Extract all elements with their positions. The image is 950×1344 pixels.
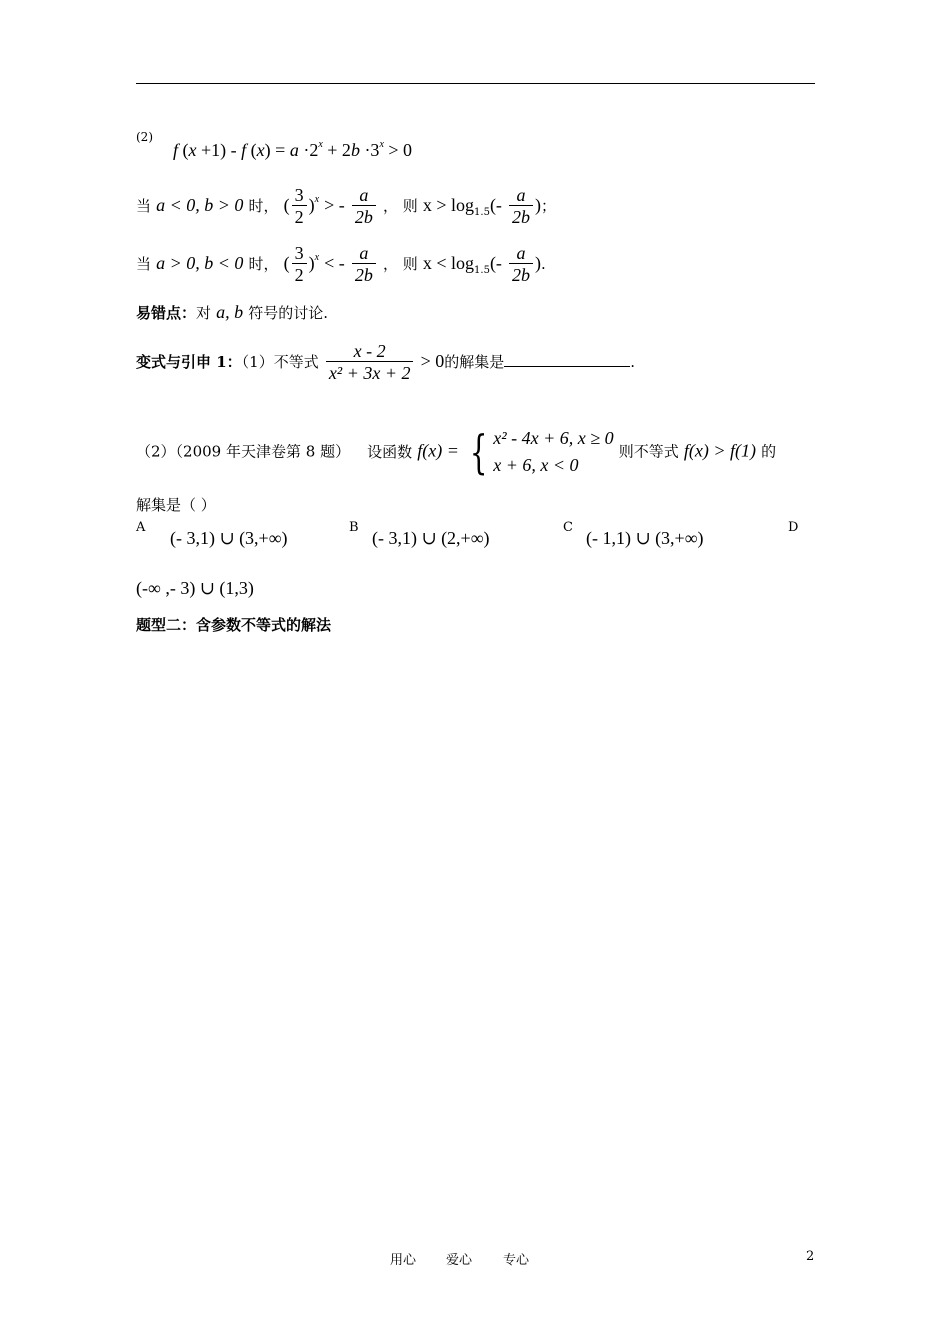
- case-1-line: 当 a < 0, b > 0 时， ( $\frac{3}{2}$ )$^x$ > - $\frac{a}{2b}$ ， 则 $x > \log_{1.5}(-$ $\frac{a}{2b}$ )；: [136, 185, 557, 227]
- case-1-when: 时，: [248, 197, 279, 215]
- case-2-when: 时，: [248, 255, 279, 273]
- case-2-arg-den: 2b: [509, 263, 533, 286]
- choice-d-value[interactable]: (-∞ ,- 3) ∪ (1,3): [136, 578, 254, 598]
- q2-text1: 设函数: [367, 442, 413, 461]
- case-2-close: ): [535, 253, 542, 273]
- case-2-frac-den: 2: [292, 263, 307, 286]
- case-2-rhs-den: 2b: [352, 263, 376, 286]
- q2-label: （2）（2009 年天津卷第 8 题）: [136, 442, 351, 461]
- case-1-result: x > log: [422, 195, 475, 215]
- case-1-close: ): [535, 195, 542, 215]
- case-2-line: 当 a > 0, b < 0 时， ( $\frac{3}{2}$ )$^x$ < - $\frac{a}{2b}$ ， 则 $x < \log_{1.5}(-$ $\frac{a}{2b}$ ).: [136, 243, 546, 285]
- case-1-prefix: 当: [136, 197, 152, 215]
- case-2-open: (-: [489, 253, 502, 273]
- case-2-result: x < log: [422, 253, 475, 273]
- choice-b-letter: B: [349, 520, 359, 535]
- case-1-rhs-num: a: [359, 185, 369, 205]
- variant-numerator: x - 2: [353, 341, 386, 361]
- choice-c-letter: C: [563, 520, 573, 535]
- case-2-frac-num: 3: [294, 243, 304, 263]
- case-1-open: (-: [489, 195, 502, 215]
- case-2-exponent: x: [314, 252, 320, 263]
- variant-tail: 的解集是: [444, 353, 505, 371]
- answer-blank[interactable]: [504, 348, 630, 367]
- case-1-arg-num: a: [516, 185, 526, 205]
- variant-label: 变式与引申 1：: [136, 353, 242, 371]
- pitfall-label: 易错点：: [136, 304, 197, 322]
- choice-c-value[interactable]: (- 1,1) ∪ (3,+∞): [586, 528, 704, 548]
- case-2-then: ， 则: [383, 255, 418, 273]
- q2-inequality: f(x) > f(1): [683, 440, 756, 461]
- case-2-end: .: [541, 255, 546, 273]
- case-1-relation: > -: [324, 195, 345, 215]
- case-1-then: ， 则: [383, 197, 418, 215]
- case-1-rhs-den: 2b: [352, 205, 376, 228]
- case-2-log-base: 1.5: [474, 265, 490, 276]
- q2-line2: 解集是（ ）: [136, 496, 216, 514]
- variant-part: （1）不等式: [241, 353, 319, 371]
- case-1-condition: a < 0, b > 0: [156, 195, 244, 215]
- left-brace: {: [469, 425, 488, 479]
- case-2-condition: a > 0, b < 0: [156, 253, 244, 273]
- q2-case-b: x + 6, x < 0: [493, 455, 579, 475]
- variant-dot: .: [630, 353, 636, 371]
- case-1-log-base: 1.5: [474, 207, 490, 218]
- case-2-prefix: 当: [136, 255, 152, 273]
- q2-text2: 则不等式: [618, 442, 679, 461]
- variant-denominator: x² + 3x + 2: [326, 361, 414, 384]
- difference-equation: f (x +1) - f $(x) = a \cdot 2^x + 2b \cdot 3^x > 0$: [173, 139, 413, 160]
- case-2-rhs-num: a: [359, 243, 369, 263]
- q2-line: [136, 425, 776, 479]
- variant-rhs: > 0: [420, 351, 445, 371]
- pitfall-text-a: 对: [196, 304, 212, 322]
- case-1-frac-num: 3: [294, 185, 304, 205]
- case-2-arg-num: a: [516, 243, 526, 263]
- variant-line: [136, 341, 635, 384]
- pitfall-text-b: 符号的讨论.: [248, 304, 328, 322]
- footer-motto-2: 爱心: [446, 1253, 473, 1268]
- q2-function: f(x) =: [417, 440, 459, 461]
- choice-b-value[interactable]: (- 3,1) ∪ (2,+∞): [372, 528, 490, 548]
- q2-case-a: x² - 4x + 6, x ≥ 0: [493, 428, 614, 448]
- case-1-arg-den: 2b: [509, 205, 533, 228]
- choice-d-letter: D: [788, 520, 799, 535]
- header-rule: [136, 83, 815, 84]
- footer-motto-1: 用心: [390, 1253, 417, 1268]
- choice-a-value[interactable]: (- 3,1) ∪ (3,+∞): [170, 528, 288, 548]
- case-1-exponent: x: [314, 194, 320, 205]
- q2-text3: 的: [761, 442, 777, 461]
- section-heading-2: 题型二：含参数不等式的解法: [136, 616, 332, 634]
- pitfall-vars: a, b: [216, 302, 244, 322]
- choice-a-letter: A: [136, 520, 146, 535]
- case-1-frac-den: 2: [292, 205, 307, 228]
- footer-motto-3: 专心: [503, 1253, 530, 1268]
- case-2-relation: < -: [324, 253, 345, 273]
- case-1-end: ；: [541, 197, 557, 215]
- section-label: (2): [136, 130, 153, 144]
- page-number: 2: [806, 1249, 815, 1264]
- pitfall-line: [136, 302, 328, 323]
